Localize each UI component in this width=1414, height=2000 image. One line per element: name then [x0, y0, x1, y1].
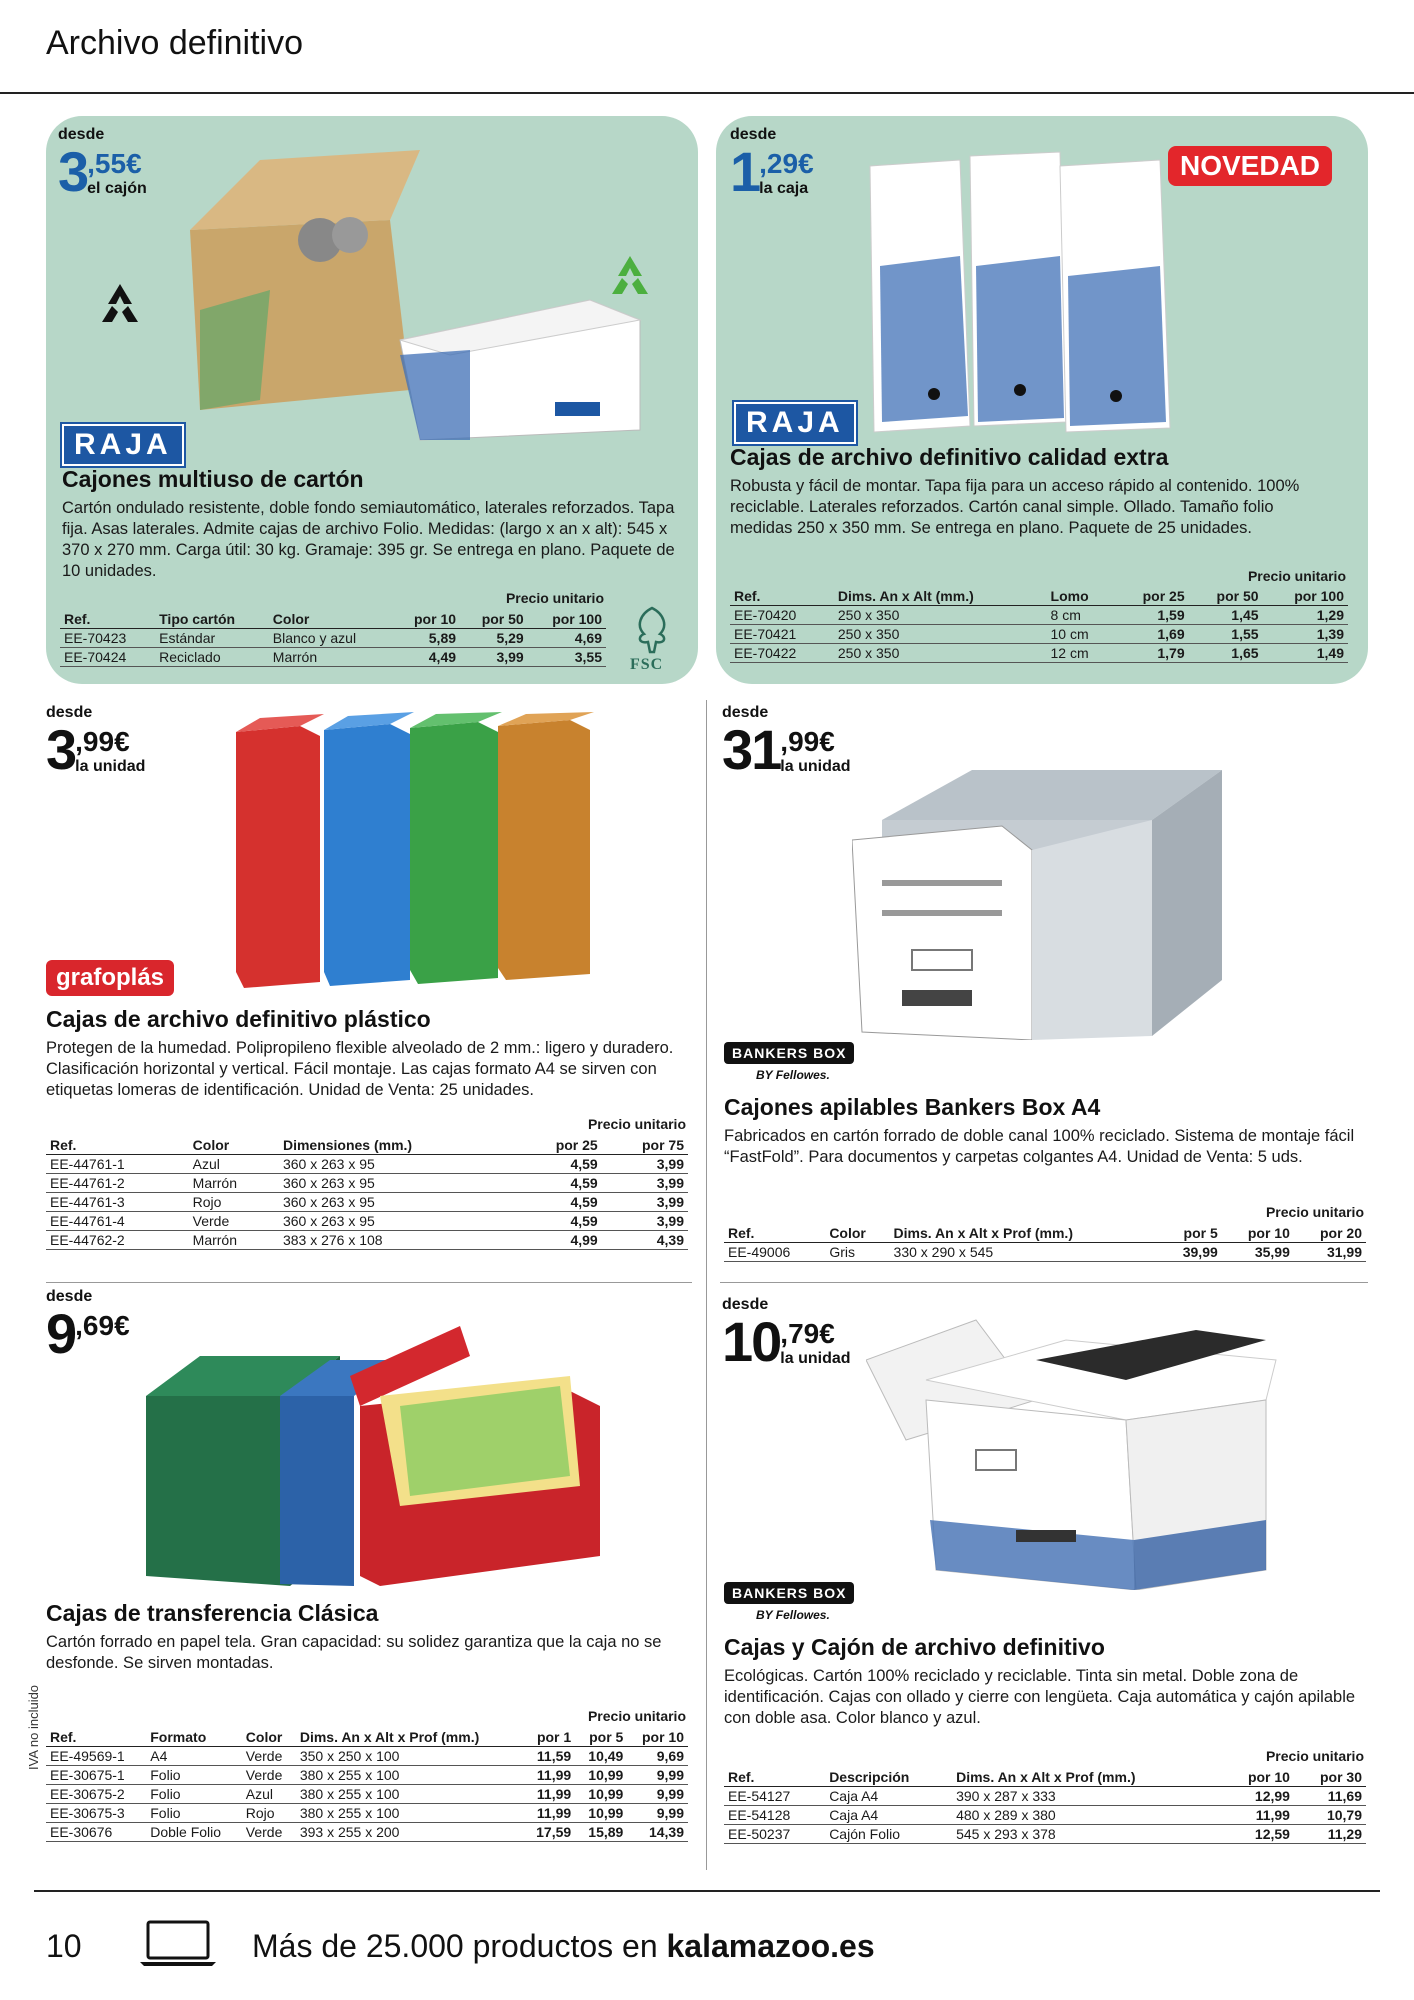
col-header: Ref.	[46, 1728, 146, 1747]
col-header: Ref.	[46, 1136, 189, 1155]
cell: EE-44762-2	[46, 1231, 189, 1250]
cell: Cajón Folio	[825, 1825, 952, 1844]
table-row	[46, 1193, 688, 1212]
cell: 11,99	[523, 1766, 575, 1785]
cell: 11,99	[1222, 1806, 1294, 1825]
cell: Folio	[146, 1804, 242, 1823]
footer-text: Más de 25.000 productos en	[252, 1928, 658, 1964]
column-divider	[706, 700, 707, 1870]
row-divider	[720, 1282, 1368, 1283]
price-table	[730, 587, 1348, 663]
recycle-icon	[602, 250, 658, 306]
cell: EE-30675-2	[46, 1785, 146, 1804]
cell: 250 x 350	[834, 606, 1047, 625]
price-integer: 1	[730, 140, 760, 203]
col-header: por 100	[1263, 587, 1348, 606]
cell: 390 x 287 x 333	[952, 1787, 1222, 1806]
cell: EE-54128	[724, 1806, 825, 1825]
cell: 10,79	[1294, 1806, 1366, 1825]
fellowes-logo: BY Fellowes.	[756, 1608, 830, 1622]
cell: 10,99	[575, 1785, 627, 1804]
cell: 11,99	[523, 1785, 575, 1804]
cell: Rojo	[242, 1804, 296, 1823]
cell: Verde	[242, 1766, 296, 1785]
price-decimal: ,29€	[759, 148, 814, 179]
fsc-label: FSC	[630, 656, 664, 673]
cell: 380 x 255 x 100	[296, 1804, 523, 1823]
cell: 1,69	[1115, 625, 1189, 644]
drawer-box-image	[852, 760, 1232, 1040]
cell: 3,99	[460, 648, 528, 667]
cell: 350 x 250 x 100	[296, 1747, 523, 1766]
cell: 360 x 263 x 95	[279, 1174, 516, 1193]
cell: 380 x 255 x 100	[296, 1766, 523, 1785]
cell: 480 x 289 x 380	[952, 1806, 1222, 1825]
cell: Marrón	[269, 648, 393, 667]
cell: 9,99	[627, 1766, 688, 1785]
cell: 330 x 290 x 545	[890, 1243, 1160, 1262]
cell: Blanco y azul	[269, 629, 393, 648]
cell: Caja A4	[825, 1806, 952, 1825]
col-header: por 10	[392, 610, 460, 629]
col-header: por 10	[1222, 1768, 1294, 1787]
cell: EE-49569-1	[46, 1747, 146, 1766]
cell: 383 x 276 x 108	[279, 1231, 516, 1250]
col-header: por 50	[1189, 587, 1263, 606]
cell: 1,65	[1189, 644, 1263, 663]
price-table	[60, 610, 606, 667]
fsc-tree-icon	[626, 604, 678, 656]
price-block	[722, 704, 851, 781]
price-header: Precio unitario	[587, 1116, 686, 1132]
col-header: Dims. An x Alt x Prof (mm.)	[890, 1224, 1160, 1243]
col-header: por 30	[1294, 1768, 1366, 1787]
cell: 4,99	[515, 1231, 601, 1250]
price-table	[46, 1136, 688, 1250]
cell: EE-30676	[46, 1823, 146, 1842]
col-header: por 5	[1160, 1224, 1222, 1243]
raja-logo: RAJA	[734, 402, 856, 444]
cell: 380 x 255 x 100	[296, 1785, 523, 1804]
col-header: Color	[825, 1224, 889, 1243]
raja-logo: RAJA	[62, 424, 184, 466]
col-header: por 1	[523, 1728, 575, 1747]
col-header: por 75	[602, 1136, 688, 1155]
col-header: Ref.	[730, 587, 834, 606]
product-description: Cartón forrado en papel tela. Gran capacidad: su solidez garantiza que la caja no se desfonde. Se sirven montadas.	[46, 1633, 662, 1672]
table-row	[46, 1766, 688, 1785]
plastic-boxes-image	[230, 712, 620, 992]
recycle-icon	[92, 278, 148, 334]
price-decimal: ,79€	[780, 1318, 835, 1349]
cell: 4,59	[515, 1155, 601, 1174]
price-header: Precio unitario	[505, 590, 604, 606]
product-title: Cajas y Cajón de archivo definitivo	[724, 1634, 1105, 1660]
col-header: por 10	[627, 1728, 688, 1747]
cell: 11,69	[1294, 1787, 1366, 1806]
col-header: por 50	[460, 610, 528, 629]
price-header: Precio unitario	[1247, 568, 1346, 584]
price-unit: la unidad	[780, 1350, 851, 1367]
cell: 360 x 263 x 95	[279, 1155, 516, 1174]
price-integer: 9	[46, 1302, 76, 1365]
cell: EE-54127	[724, 1787, 825, 1806]
price-unit: la unidad	[780, 758, 851, 775]
col-header: Lomo	[1047, 587, 1115, 606]
desde-label: desde	[722, 704, 769, 721]
price-decimal: ,69€	[75, 1310, 130, 1341]
product-description: Fabricados en cartón forrado de doble canal 100% reciclado. Sistema de montaje fácil “FastFold”. Para documentos y carpetas colgantes A4. Unidad de Venta: 5 uds.	[724, 1127, 1355, 1166]
footer-rule	[34, 1890, 1380, 1892]
cell: Verde	[242, 1747, 296, 1766]
archive-boxes-image	[860, 146, 1180, 436]
cell: 4,59	[515, 1212, 601, 1231]
col-header: Tipo cartón	[155, 610, 269, 629]
price-integer: 31	[722, 718, 781, 781]
cell: 31,99	[1294, 1243, 1366, 1262]
cell: 12 cm	[1047, 644, 1115, 663]
col-header: Ref.	[724, 1224, 825, 1243]
cardboard-boxes-image	[170, 140, 660, 450]
cell: Verde	[189, 1212, 279, 1231]
price-integer: 3	[58, 140, 88, 203]
transfer-boxes-image	[140, 1306, 620, 1596]
cell: Caja A4	[825, 1787, 952, 1806]
price-decimal: ,99€	[780, 726, 835, 757]
page-number: 10	[46, 1928, 82, 1964]
bankers-box-image	[866, 1300, 1286, 1590]
col-header: por 25	[1115, 587, 1189, 606]
product-title: Cajas de archivo definitivo calidad extra	[730, 444, 1169, 470]
table-row	[46, 1804, 688, 1823]
col-header: Descripción	[825, 1768, 952, 1787]
cell: Reciclado	[155, 648, 269, 667]
price-header: Precio unitario	[1265, 1204, 1364, 1220]
cell: EE-44761-3	[46, 1193, 189, 1212]
cell: 250 x 350	[834, 625, 1047, 644]
cell: 4,69	[528, 629, 606, 648]
product-title: Cajas de archivo definitivo plástico	[46, 1006, 431, 1032]
product-description: Ecológicas. Cartón 100% reciclado y reciclable. Tinta sin metal. Doble zona de identificación. Cajas con ollado y cierre con lengüeta. Caja automática y cajón apilable con doble asa. Color blanco y azul.	[724, 1667, 1356, 1727]
col-header: Formato	[146, 1728, 242, 1747]
cell: Marrón	[189, 1174, 279, 1193]
col-header: Color	[269, 610, 393, 629]
cell: Azul	[189, 1155, 279, 1174]
cell: 3,99	[602, 1193, 688, 1212]
fellowes-logo: BY Fellowes.	[756, 1068, 830, 1082]
table-row	[46, 1785, 688, 1804]
col-header: Dimensiones (mm.)	[279, 1136, 516, 1155]
bankers-box-logo: BANKERS BOX	[724, 1582, 854, 1604]
cell: A4	[146, 1747, 242, 1766]
cell: EE-70422	[730, 644, 834, 663]
cell: 4,49	[392, 648, 460, 667]
cell: 3,55	[528, 648, 606, 667]
price-block	[730, 126, 814, 203]
cell: 5,89	[392, 629, 460, 648]
cell: 360 x 263 x 95	[279, 1212, 516, 1231]
cell: 3,99	[602, 1212, 688, 1231]
cell: 11,29	[1294, 1825, 1366, 1844]
cell: 393 x 255 x 200	[296, 1823, 523, 1842]
cell: 10,99	[575, 1766, 627, 1785]
price-integer: 3	[46, 718, 76, 781]
desde-label: desde	[722, 1296, 769, 1313]
col-header: por 25	[515, 1136, 601, 1155]
cell: 9,99	[627, 1785, 688, 1804]
product-title: Cajas de transferencia Clásica	[46, 1600, 379, 1626]
bankers-box-logo: BANKERS BOX	[724, 1042, 854, 1064]
cell: 5,29	[460, 629, 528, 648]
col-header: Ref.	[724, 1768, 825, 1787]
col-header: por 10	[1222, 1224, 1294, 1243]
cell: 10 cm	[1047, 625, 1115, 644]
table-row	[46, 1231, 688, 1250]
cell: 8 cm	[1047, 606, 1115, 625]
cell: 4,59	[515, 1193, 601, 1212]
cell: 12,59	[1222, 1825, 1294, 1844]
cell: Folio	[146, 1766, 242, 1785]
cell: 1,29	[1263, 606, 1348, 625]
table-row	[730, 644, 1348, 663]
footer-site-link[interactable]: kalamazoo.es	[666, 1928, 875, 1964]
cell: EE-70424	[60, 648, 155, 667]
cell: 39,99	[1160, 1243, 1222, 1262]
price-unit: la unidad	[75, 758, 146, 775]
col-header: Dims. An x Alt (mm.)	[834, 587, 1047, 606]
table-row	[730, 625, 1348, 644]
price-unit: el cajón	[87, 180, 147, 197]
product-title: Cajones multiuso de cartón	[62, 466, 364, 492]
cell: Folio	[146, 1785, 242, 1804]
product-description: Cartón ondulado resistente, doble fondo semiautomático, laterales reforzados. Tapa fija. Asas laterales. Admite cajas de archivo Folio. Medidas: (largo x an x alt): 545 x 370 x 270 mm. Carga útil: 30 kg. Gramaje: 395 gr. Se entrega en plano. Paquete de 10 unidades.	[62, 499, 675, 580]
col-header: Color	[189, 1136, 279, 1155]
price-decimal: ,55€	[87, 148, 142, 179]
cell: 11,59	[523, 1747, 575, 1766]
table-row	[60, 629, 606, 648]
cell: 3,99	[602, 1174, 688, 1193]
cell: EE-70423	[60, 629, 155, 648]
cell: 12,99	[1222, 1787, 1294, 1806]
cell: Verde	[242, 1823, 296, 1842]
col-header: Dims. An x Alt x Prof (mm.)	[296, 1728, 523, 1747]
cell: 3,99	[602, 1155, 688, 1174]
table-row	[46, 1212, 688, 1231]
row-divider	[46, 1282, 692, 1283]
table-row	[730, 606, 1348, 625]
laptop-icon	[138, 1918, 218, 1968]
table-row	[724, 1806, 1366, 1825]
footer-promo	[252, 1928, 875, 1965]
cell: 10,99	[575, 1804, 627, 1823]
cell: 10,49	[575, 1747, 627, 1766]
cell: Marrón	[189, 1231, 279, 1250]
cell: 9,69	[627, 1747, 688, 1766]
price-block	[46, 1288, 130, 1365]
desde-label: desde	[58, 126, 105, 143]
price-block	[722, 1296, 851, 1373]
desde-label: desde	[46, 1288, 93, 1305]
cell: EE-44761-1	[46, 1155, 189, 1174]
cell: 14,39	[627, 1823, 688, 1842]
cell: Gris	[825, 1243, 889, 1262]
product-title: Cajones apilables Bankers Box A4	[724, 1094, 1101, 1120]
cell: 35,99	[1222, 1243, 1294, 1262]
cell: 1,49	[1263, 644, 1348, 663]
cell: EE-30675-1	[46, 1766, 146, 1785]
grafoplas-logo: grafoplás	[46, 960, 174, 996]
cell: EE-49006	[724, 1243, 825, 1262]
cell: 9,99	[627, 1804, 688, 1823]
cell: Doble Folio	[146, 1823, 242, 1842]
col-header: Ref.	[60, 610, 155, 629]
price-integer: 10	[722, 1310, 781, 1373]
cell: 1,59	[1115, 606, 1189, 625]
col-header: Color	[242, 1728, 296, 1747]
table-row	[46, 1747, 688, 1766]
iva-note: IVA no incluido	[26, 1684, 41, 1770]
cell: 4,39	[602, 1231, 688, 1250]
table-row	[46, 1155, 688, 1174]
cell: 17,59	[523, 1823, 575, 1842]
price-header: Precio unitario	[1265, 1748, 1364, 1764]
cell: Rojo	[189, 1193, 279, 1212]
cell: 15,89	[575, 1823, 627, 1842]
cell: 11,99	[523, 1804, 575, 1823]
cell: EE-44761-2	[46, 1174, 189, 1193]
price-table	[724, 1224, 1366, 1262]
col-header: Dims. An x Alt x Prof (mm.)	[952, 1768, 1222, 1787]
price-block	[58, 126, 147, 203]
cell: 1,45	[1189, 606, 1263, 625]
price-table	[46, 1728, 688, 1842]
price-table	[724, 1768, 1366, 1844]
price-header: Precio unitario	[587, 1708, 686, 1724]
col-header: por 20	[1294, 1224, 1366, 1243]
price-unit: la caja	[759, 180, 809, 197]
header-rule	[0, 92, 1414, 94]
cell: Azul	[242, 1785, 296, 1804]
cell: 1,39	[1263, 625, 1348, 644]
table-row	[46, 1823, 688, 1842]
cell: Estándar	[155, 629, 269, 648]
product-description: Protegen de la humedad. Polipropileno flexible alveolado de 2 mm.: ligero y duradero. Clasificación horizontal y vertical. Fácil montaje. Las cajas formato A4 se sirven con etiquetas lomeras de identificación. Unidad de Venta: 25 unidades.	[46, 1039, 674, 1099]
cell: 360 x 263 x 95	[279, 1193, 516, 1212]
cell: EE-44761-4	[46, 1212, 189, 1231]
cell: 4,59	[515, 1174, 601, 1193]
table-row	[46, 1174, 688, 1193]
col-header: por 100	[528, 610, 606, 629]
cell: EE-50237	[724, 1825, 825, 1844]
cell: EE-30675-3	[46, 1804, 146, 1823]
price-decimal: ,99€	[75, 726, 130, 757]
table-row	[724, 1825, 1366, 1844]
novedad-badge: NOVEDAD	[1168, 146, 1332, 186]
col-header: por 5	[575, 1728, 627, 1747]
cell: 1,55	[1189, 625, 1263, 644]
desde-label: desde	[46, 704, 93, 721]
cell: EE-70420	[730, 606, 834, 625]
page-title: Archivo definitivo	[46, 24, 304, 62]
price-block	[46, 704, 146, 781]
table-row	[724, 1787, 1366, 1806]
cell: 1,79	[1115, 644, 1189, 663]
desde-label: desde	[730, 126, 777, 143]
table-row	[724, 1243, 1366, 1262]
product-description: Robusta y fácil de montar. Tapa fija para un acceso rápido al contenido. 100% reciclable. Laterales reforzados. Cartón canal simple. Ollado. Tamaño folio medidas 250 x 350 mm. Se entrega en plano. Paquete de 25 unidades.	[730, 477, 1300, 537]
cell: 250 x 350	[834, 644, 1047, 663]
cell: EE-70421	[730, 625, 834, 644]
cell: 545 x 293 x 378	[952, 1825, 1222, 1844]
table-row	[60, 648, 606, 667]
